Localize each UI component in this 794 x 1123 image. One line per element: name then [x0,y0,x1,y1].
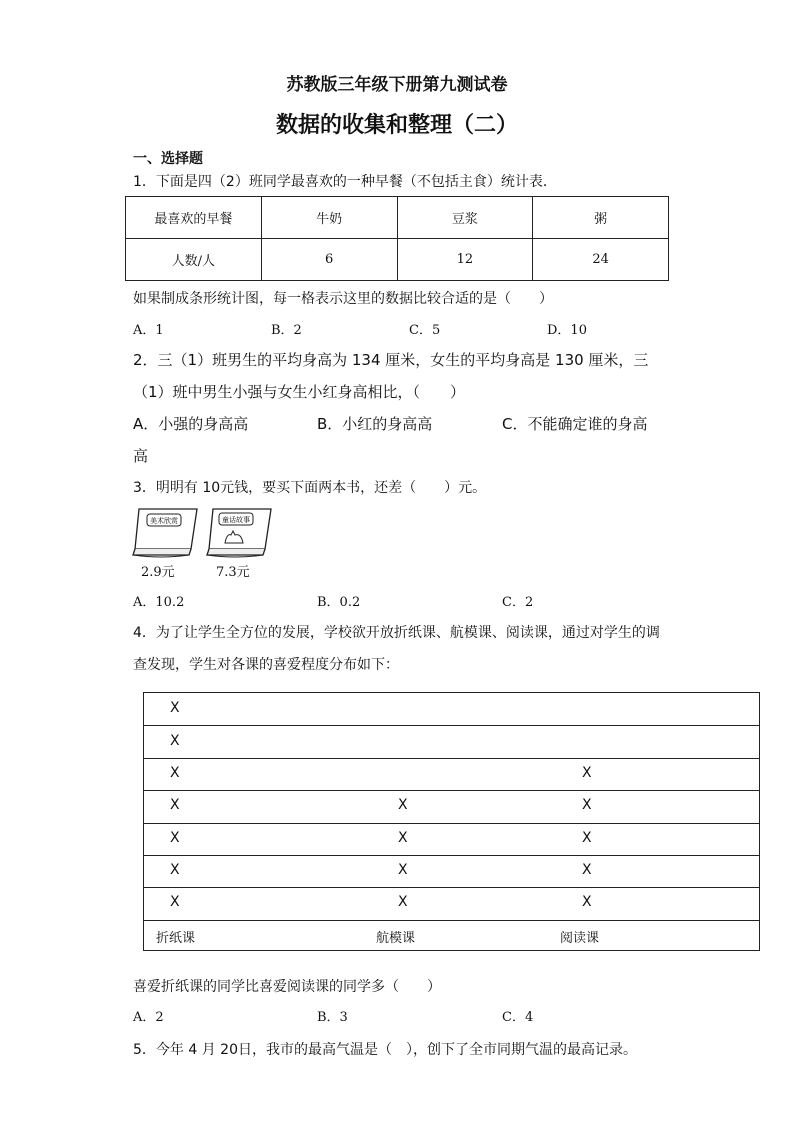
book-art-icon [131,505,201,560]
grid-line [144,725,759,726]
option-c[interactable]: C．不能确定谁的身高 [502,415,648,433]
tally-mark: X [170,894,180,911]
grid-line [144,790,759,791]
table-cell: 24 [533,239,669,281]
tally-mark: X [582,862,592,879]
section-heading: 一、选择题 [133,151,203,167]
book-fairy-tale-icon [205,505,275,560]
question-4-line-2: 查发现，学生对各课的喜爱程度分布如下： [133,657,399,673]
table-cell: 12 [397,239,533,281]
tally-mark: X [582,797,592,814]
tally-mark: X [170,764,180,781]
table-cell: 豆浆 [397,197,533,239]
option-c[interactable]: C．4 [502,1010,534,1025]
category-label: 折纸课 [156,930,196,946]
tally-mark: X [398,894,408,911]
question-2-line-2: （1）班中男生小强与女生小红身高相比，（ ） [133,383,466,401]
breakfast-table [125,196,669,281]
table-row [126,197,669,239]
category-label: 阅读课 [560,930,600,946]
tally-mark: X [582,829,592,846]
question-1-prompt: 如果制成条形统计图，每一格表示这里的数据比较合适的是（ ） [133,291,553,307]
grid-line [144,887,759,888]
option-c[interactable]: C．5 [409,323,441,338]
table-cell: 最喜欢的早餐 [126,197,262,239]
question-5-text: 5．今年 4 月 20日，我市的最高气温是（ ），创下了全市同期气温的最高记录。 [133,1042,637,1058]
grid-line [144,823,759,824]
book-cover-title: 童话故事 [222,516,250,524]
tally-mark: X [582,764,592,781]
option-c-wrap: 高 [133,447,149,465]
tally-mark: X [170,700,180,717]
tally-mark: X [398,862,408,879]
question-3-text: 3．明明有 10元钱，要买下面两本书，还差（ ）元。 [133,480,487,496]
question-2-line-1: 2．三（1）班男生的平均身高为 134 厘米，女生的平均身高是 130 厘米，三 [133,351,649,369]
option-d[interactable]: D．10 [547,323,587,338]
question-4-line-1: 4．为了让学生全方位的发展，学校欲开放折纸课、航模课、阅读课，通过对学生的调 [133,625,660,641]
option-a[interactable]: A．1 [133,323,164,338]
course-preference-chart [143,692,760,951]
book-cover-title: 美术欣赏 [150,517,178,525]
book-price: 7.3元 [216,565,250,580]
table-cell: 6 [261,239,397,281]
tally-mark: X [170,797,180,814]
option-b[interactable]: B．小红的身高高 [317,415,433,433]
tally-mark: X [170,829,180,846]
grid-line [144,855,759,856]
option-a[interactable]: A．小强的身高高 [133,415,249,433]
option-c[interactable]: C．2 [502,595,534,610]
option-b[interactable]: B．3 [317,1010,348,1025]
tally-mark: X [398,797,408,814]
question-4-prompt: 喜爱折纸课的同学比喜爱阅读课的同学多（ ） [133,979,441,995]
document-subtitle: 数据的收集和整理（二） [275,113,518,138]
option-b[interactable]: B．0.2 [317,595,361,610]
tally-mark: X [170,732,180,749]
category-label: 航模课 [376,930,416,946]
option-a[interactable]: A．10.2 [133,595,185,610]
option-b[interactable]: B．2 [271,323,302,338]
tally-mark: X [398,829,408,846]
question-1-text: 1．下面是四（2）班同学最喜欢的一种早餐（不包括主食）统计表． [133,174,557,190]
table-cell: 牛奶 [261,197,397,239]
book-price: 2.9元 [141,565,175,580]
grid-line [144,920,759,921]
option-a[interactable]: A．2 [133,1010,164,1025]
document-title: 苏教版三年级下册第九测试卷 [286,75,508,95]
table-cell: 人数/人 [126,239,262,281]
grid-line [144,758,759,759]
table-row [126,239,669,281]
tally-mark: X [582,894,592,911]
tally-mark: X [170,862,180,879]
table-cell: 粥 [533,197,669,239]
